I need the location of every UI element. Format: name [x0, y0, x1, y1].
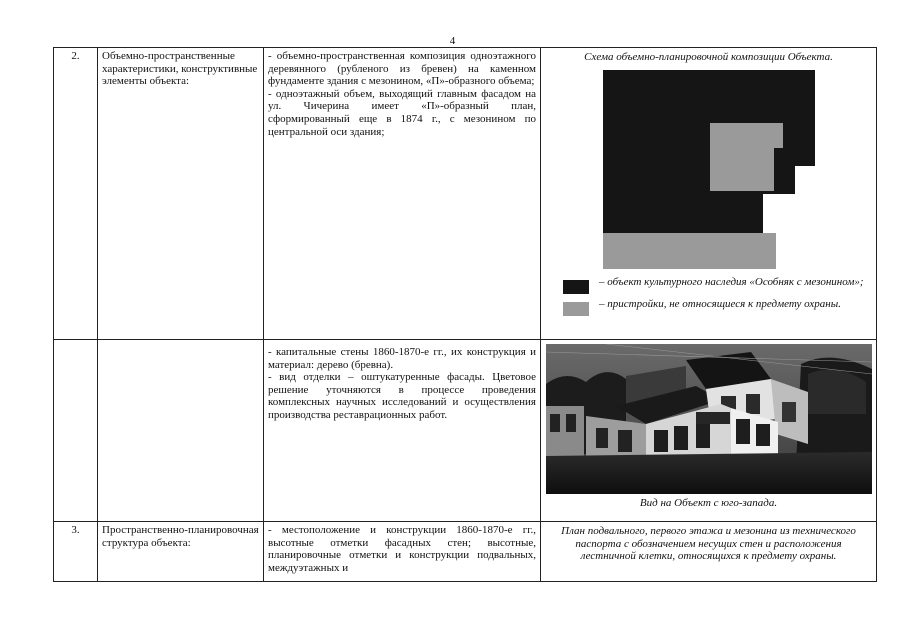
row-description: - местоположение и конструкции 1860-1870-е гг., высотные отметки фасадных стен; высотные, планировочные отметки и конструкции подвальных, междуэтажных и [264, 522, 541, 582]
legend-text: – пристройки, не относящиеся к предмету охраны. [599, 297, 841, 310]
row-title: Пространственно-планировочная структура объекта: [98, 522, 264, 582]
row-number: 3. [54, 522, 98, 582]
row-number: 2. [54, 48, 98, 340]
scheme-title: Схема объемно-планировочной композиции Объекта. [584, 51, 833, 63]
protection-subject-table [53, 47, 877, 582]
row-description: - объемно-пространственная композиция одноэтажного деревянного (рубленого из бревен) на каменном фундаменте здания с мезонином, «П»-образного объема; - одноэтажный объем, выходящий главным фасадом на ул. Чичерина имеет «П»-образный план, сформированный еще в 1874 г., с мезонином по центральной оси здания; [264, 48, 541, 340]
page-number: 4 [449, 35, 456, 47]
plan-caption: План подвального, первого этажа и мезонина из технического паспорта с обозначением несущих стен и расположения лестничной клетки, относящихся к предмету охраны. [541, 522, 877, 582]
building-photo [546, 344, 872, 494]
legend-swatch-annex [563, 302, 589, 316]
legend-swatch-heritage [563, 280, 589, 294]
photo-cell [541, 340, 877, 522]
legend-item [545, 276, 872, 294]
annex-lower-volume [603, 233, 776, 269]
row-title: Объемно-пространственные характеристики, конструктивные элементы объекта: [98, 48, 264, 340]
scheme-cell [541, 48, 877, 340]
table-row [54, 522, 877, 582]
table-row [54, 340, 877, 522]
volume-planning-scheme [603, 70, 819, 270]
photo-caption: Вид на Объект с юго-запада. [639, 497, 778, 509]
legend-text: – объект культурного наследия «Особняк с мезонином»; [599, 275, 864, 288]
row-title [98, 340, 264, 522]
row-description: - капитальные стены 1860-1870-е гг., их конструкция и материал: дерево (бревна). - вид отделки – оштукатуренные фасады. Цветовое решение уточняются в процессе проведения комплексных научных исследований и осуществления производства реставрационных работ. [264, 340, 541, 522]
annex-upper-volume [710, 123, 783, 191]
heritage-object-volume [603, 70, 815, 233]
table-row [54, 48, 877, 340]
legend [545, 276, 872, 316]
legend-item [545, 298, 872, 316]
row-number [54, 340, 98, 522]
